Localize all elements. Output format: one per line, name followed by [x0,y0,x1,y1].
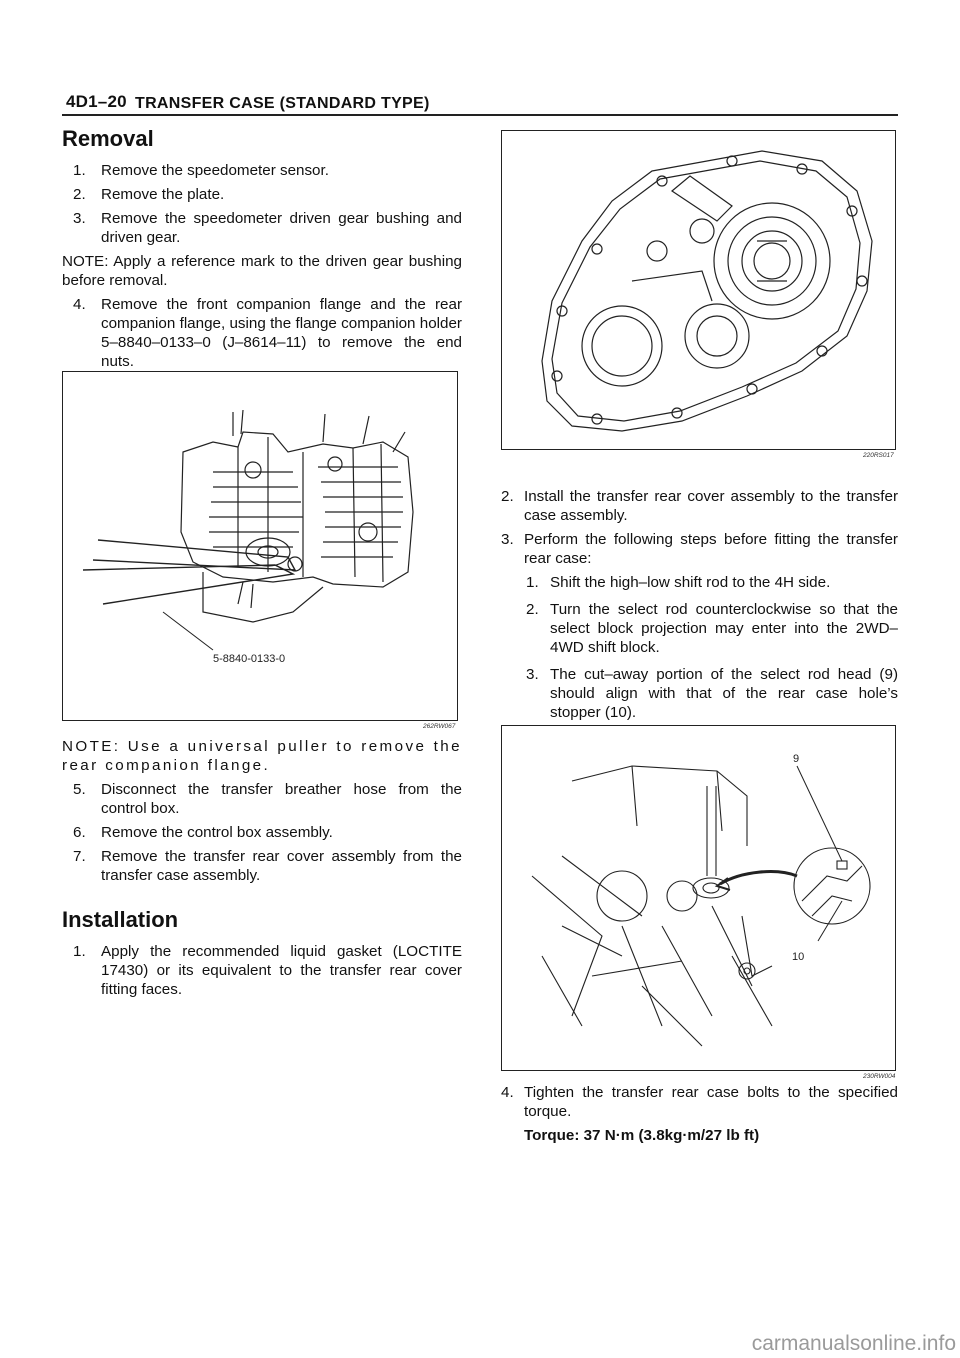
page-code: 4D1–20 [66,92,127,111]
installation-heading: Installation [62,907,179,932]
page-title: TRANSFER CASE (STANDARD TYPE) [135,95,430,112]
removal-step-6: 6. Remove the control box assembly. [73,824,333,841]
flange-holder-illustration [63,372,457,720]
install-step-2: 2. Install the transfer rear cover assembly to the transfer case assembly. [501,488,898,524]
rear-cover-illustration [502,131,895,449]
figure-code-220RS017: 220RS017 [863,452,894,459]
figure-rear-cover [501,130,896,450]
left-column-top [62,124,462,376]
install-substep-2: 2. Turn the select rod counterclockwise so that the select block projection may enter into the 2WD–4WD shift block. [526,601,898,656]
right-column-bottom [501,1083,898,1145]
removal-step-5: 5. Disconnect the transfer breather hose from the control box. [73,781,462,817]
removal-note-universal-puller: NOTE: Use a universal puller to remove the rear companion flange. [62,738,462,774]
install-step-4: 4. Tighten the transfer rear case bolts to the specified torque. [501,1084,898,1120]
figure-flange-holder [62,371,458,721]
installation-step-1: 1. Apply the recommended liquid gasket (LOCTITE 17430) or its equivalent to the transfer rear cover fitting faces. [73,943,462,998]
callout-9: 9 [793,753,800,765]
figure-select-rod [501,725,896,1071]
figure-code-230RW004: 230RW004 [863,1073,896,1080]
removal-step-7: 7. Remove the transfer rear cover assembly from the transfer case assembly. [73,848,462,884]
removal-step-1: 1. Remove the speedometer sensor. [73,162,329,179]
install-substep-3: 3. The cut–away portion of the select rod head (9) should align with that of the rear case hole’s stopper (10). [526,666,898,721]
removal-heading: Removal [62,126,154,151]
left-column-bottom [62,737,462,1004]
watermark: carmanualsonline.info [751,1332,956,1355]
right-column-text [501,487,898,730]
callout-10: 10 [792,951,805,963]
select-rod-illustration [502,726,895,1070]
removal-step-3: 3. Remove the speedometer driven gear bushing and driven gear. [73,210,462,246]
install-step-3: 3. Perform the following steps before fitting the transfer rear case: [501,531,898,567]
install-substep-1: 1. Shift the high–low shift rod to the 4H side. [526,574,831,591]
figure-code-262RW067: 262RW067 [423,723,456,730]
removal-note-reference-mark: NOTE: Apply a reference mark to the driven gear bushing before removal. [62,253,462,289]
removal-step-2: 2. Remove the plate. [73,186,225,203]
tool-number-callout: 5-8840-0133-0 [213,653,286,665]
removal-step-4: 4. Remove the front companion flange and the rear companion flange, using the flange companion holder 5–8840–0133–0 (J–8614–11) to remove the end nuts. [73,296,462,370]
header-rule [62,114,898,116]
torque-spec: Torque: 37 N·m (3.8kg·m/27 lb ft) [524,1127,760,1144]
